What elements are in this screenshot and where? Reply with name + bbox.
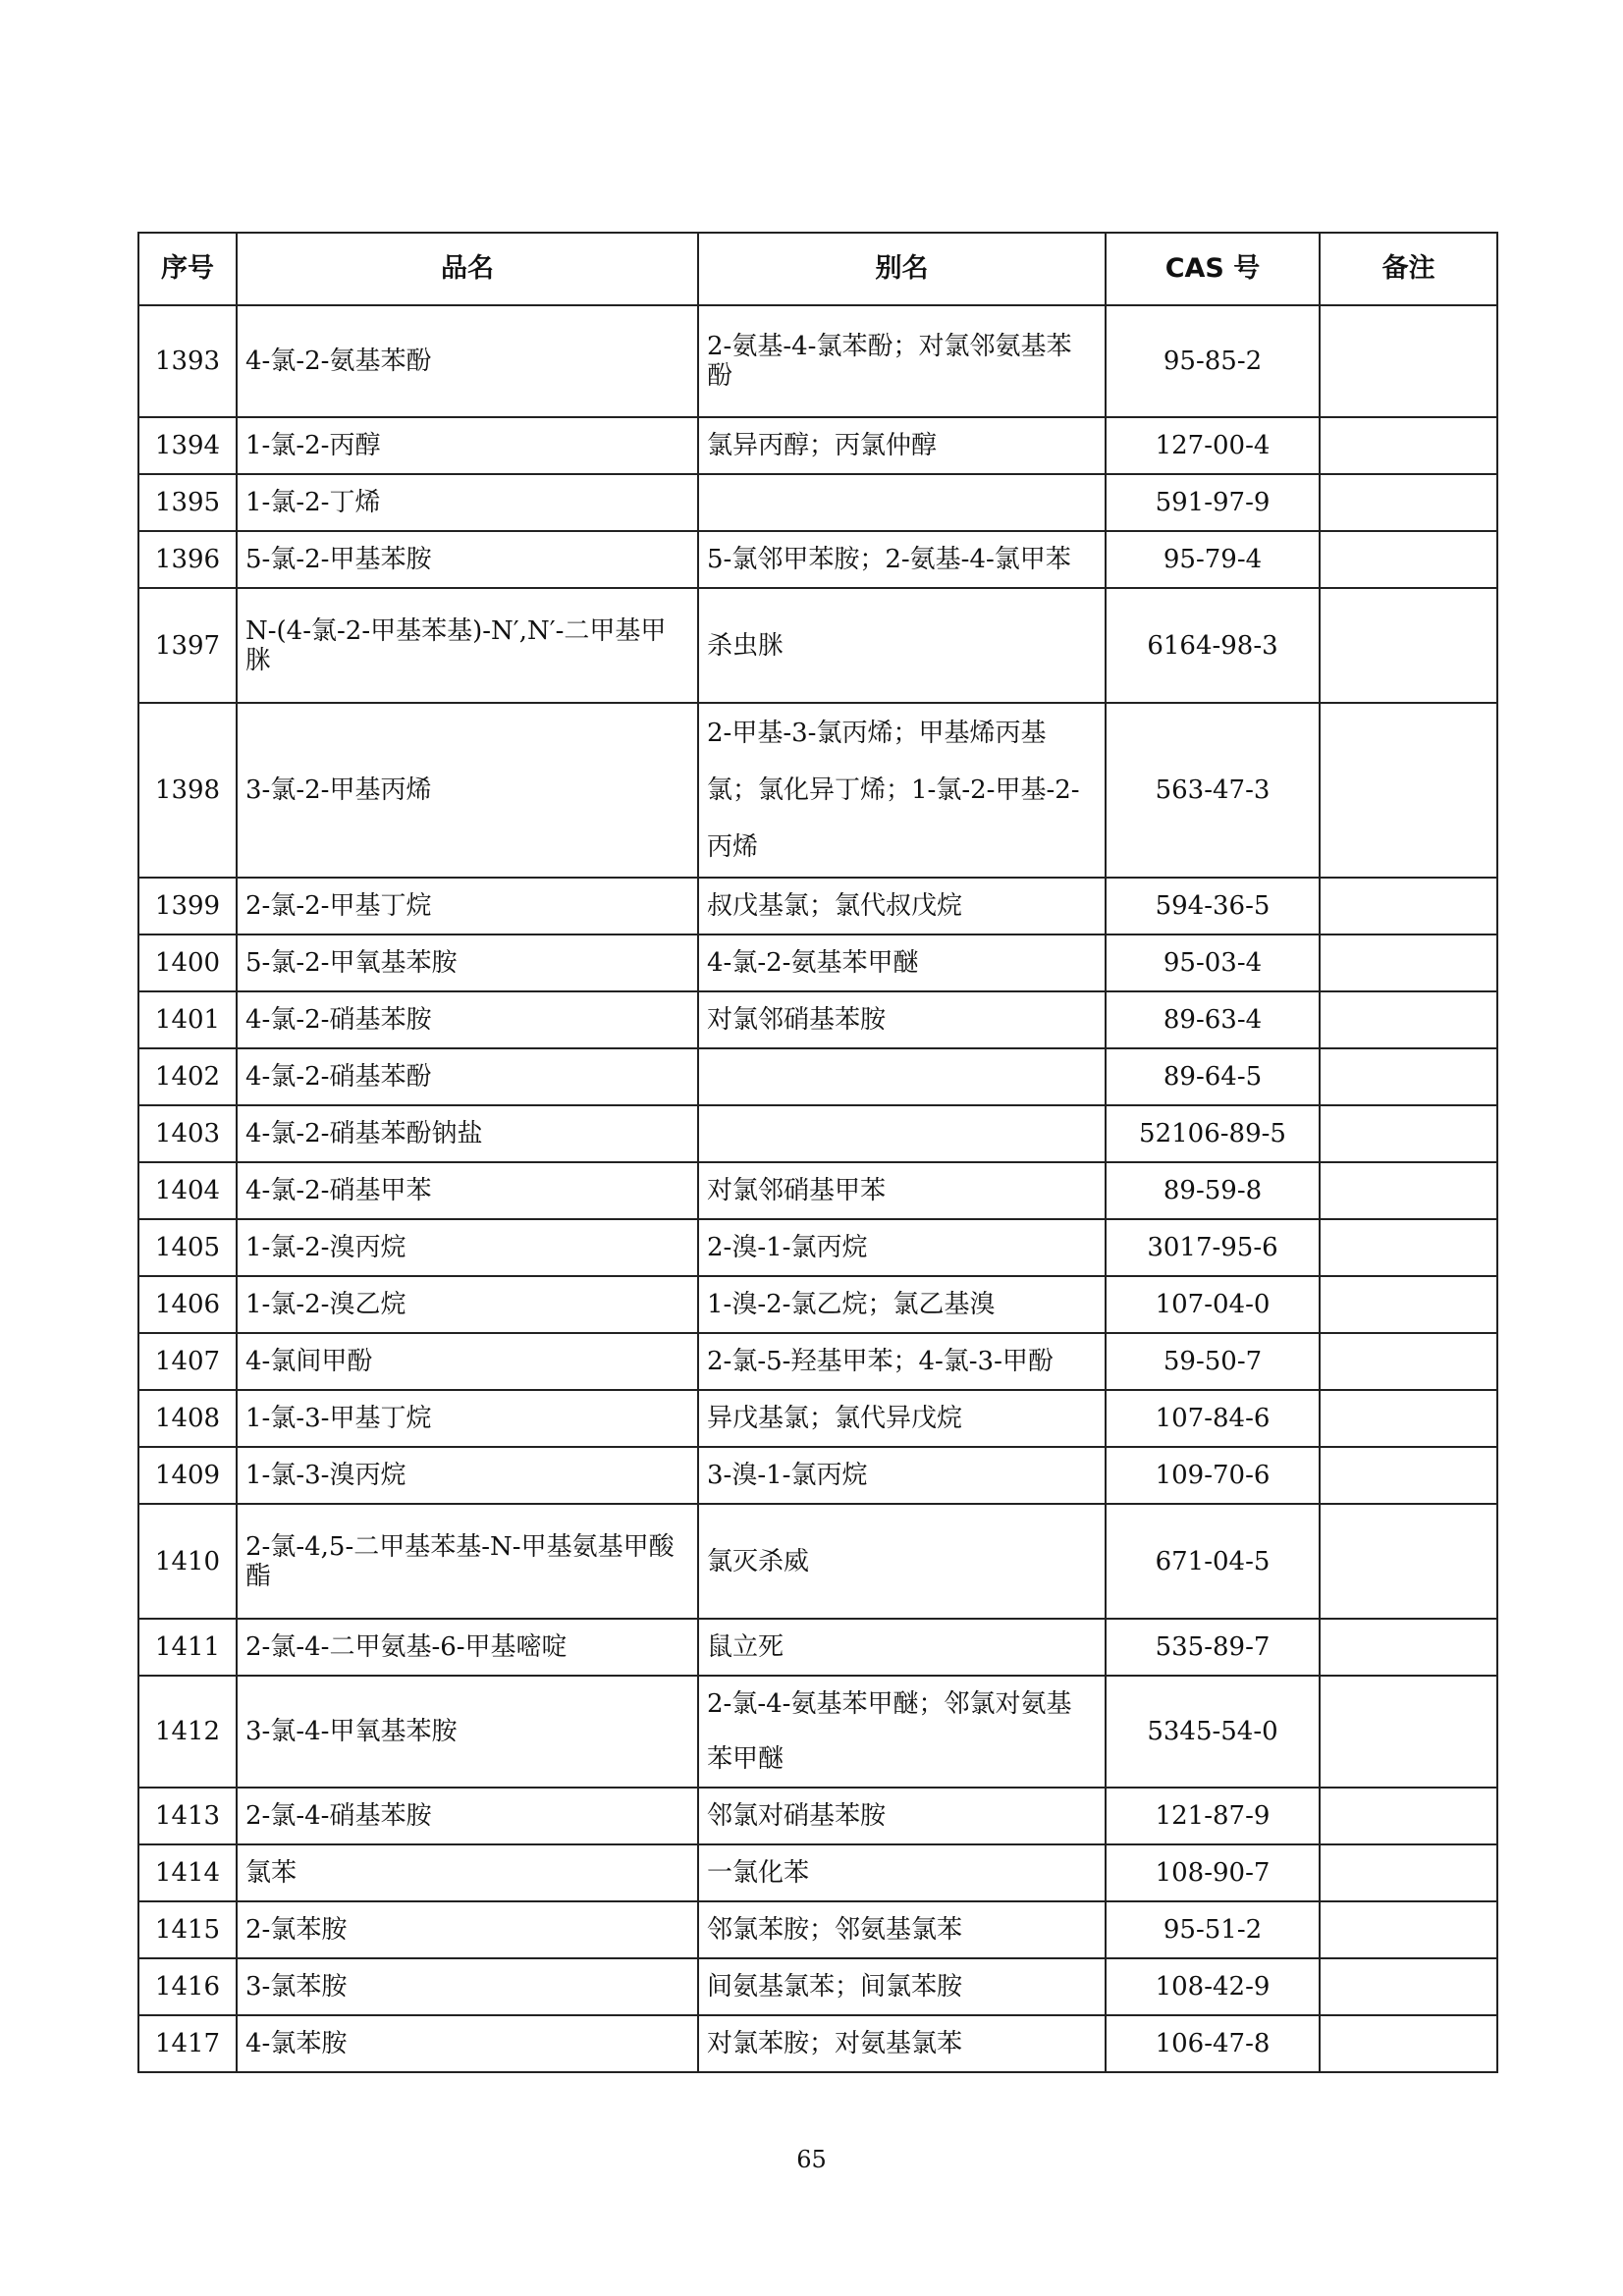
row-alias: 2-甲基-3-氯丙烯；甲基烯丙基氯；氯化异丁烯；1-氯-2-甲基-2-丙烯	[698, 703, 1106, 878]
row-alias: 对氯邻硝基甲苯	[698, 1162, 1106, 1219]
row-remarks	[1320, 1504, 1497, 1619]
row-serial-number: 1410	[138, 1504, 237, 1619]
row-remarks	[1320, 1219, 1497, 1276]
chemical-list-table	[137, 232, 1498, 2073]
row-serial-number: 1406	[138, 1276, 237, 1333]
row-serial-number: 1417	[138, 2015, 237, 2072]
row-remarks	[1320, 2015, 1497, 2072]
table-row	[138, 1958, 1497, 2015]
table-row	[138, 305, 1497, 417]
row-serial-number: 1400	[138, 934, 237, 991]
row-cas-number: 5345-54-0	[1106, 1676, 1320, 1788]
row-serial-number: 1413	[138, 1788, 237, 1844]
row-alias: 2-氨基-4-氯苯酚；对氯邻氨基苯酚	[698, 305, 1106, 417]
row-product-name: 5-氯-2-甲基苯胺	[237, 531, 698, 588]
row-remarks	[1320, 1676, 1497, 1788]
row-cas-number: 127-00-4	[1106, 417, 1320, 474]
row-remarks	[1320, 1105, 1497, 1162]
row-alias: 叔戊基氯；氯代叔戊烷	[698, 878, 1106, 934]
header-alias: 别名	[698, 233, 1106, 305]
row-cas-number: 3017-95-6	[1106, 1219, 1320, 1276]
row-cas-number: 109-70-6	[1106, 1447, 1320, 1504]
row-alias: 1-溴-2-氯乙烷；氯乙基溴	[698, 1276, 1106, 1333]
row-product-name: 4-氯-2-硝基甲苯	[237, 1162, 698, 1219]
row-cas-number: 591-97-9	[1106, 474, 1320, 531]
row-remarks	[1320, 703, 1497, 878]
row-remarks	[1320, 305, 1497, 417]
row-remarks	[1320, 1901, 1497, 1958]
row-remarks	[1320, 878, 1497, 934]
row-serial-number: 1397	[138, 588, 237, 703]
row-cas-number: 89-63-4	[1106, 991, 1320, 1048]
table-row	[138, 588, 1497, 703]
row-product-name: 3-氯-2-甲基丙烯	[237, 703, 698, 878]
row-serial-number: 1396	[138, 531, 237, 588]
row-serial-number: 1415	[138, 1901, 237, 1958]
table-row	[138, 1276, 1497, 1333]
row-product-name: 1-氯-2-丙醇	[237, 417, 698, 474]
row-product-name: 4-氯-2-硝基苯酚钠盐	[237, 1105, 698, 1162]
row-cas-number: 95-79-4	[1106, 531, 1320, 588]
row-product-name: 1-氯-3-甲基丁烷	[237, 1390, 698, 1447]
table-row	[138, 1048, 1497, 1105]
row-remarks	[1320, 474, 1497, 531]
row-remarks	[1320, 1048, 1497, 1105]
row-remarks	[1320, 1619, 1497, 1676]
row-cas-number: 121-87-9	[1106, 1788, 1320, 1844]
table-row	[138, 531, 1497, 588]
row-product-name: 1-氯-2-溴丙烷	[237, 1219, 698, 1276]
table-row	[138, 474, 1497, 531]
row-serial-number: 1393	[138, 305, 237, 417]
row-serial-number: 1409	[138, 1447, 237, 1504]
header-cas-number: CAS 号	[1106, 233, 1320, 305]
table-row	[138, 1788, 1497, 1844]
row-cas-number: 563-47-3	[1106, 703, 1320, 878]
row-alias: 一氯化苯	[698, 1844, 1106, 1901]
row-product-name: 氯苯	[237, 1844, 698, 1901]
row-remarks	[1320, 417, 1497, 474]
row-remarks	[1320, 1333, 1497, 1390]
table-row	[138, 2015, 1497, 2072]
row-product-name: 3-氯-4-甲氧基苯胺	[237, 1676, 698, 1788]
row-alias: 3-溴-1-氯丙烷	[698, 1447, 1106, 1504]
row-product-name: 1-氯-3-溴丙烷	[237, 1447, 698, 1504]
table-row	[138, 417, 1497, 474]
row-alias: 对氯邻硝基苯胺	[698, 991, 1106, 1048]
row-alias: 异戊基氯；氯代异戊烷	[698, 1390, 1106, 1447]
row-product-name: 5-氯-2-甲氧基苯胺	[237, 934, 698, 991]
table-header-row	[138, 233, 1497, 305]
row-cas-number: 106-47-8	[1106, 2015, 1320, 2072]
row-cas-number: 107-84-6	[1106, 1390, 1320, 1447]
row-serial-number: 1402	[138, 1048, 237, 1105]
row-remarks	[1320, 1276, 1497, 1333]
row-serial-number: 1394	[138, 417, 237, 474]
header-serial-number: 序号	[138, 233, 237, 305]
row-serial-number: 1416	[138, 1958, 237, 2015]
row-alias: 氯异丙醇；丙氯仲醇	[698, 417, 1106, 474]
table-row	[138, 1333, 1497, 1390]
row-serial-number: 1411	[138, 1619, 237, 1676]
table-row	[138, 1901, 1497, 1958]
row-product-name: N-(4-氯-2-甲基苯基)-N′,N′-二甲基甲脒	[237, 588, 698, 703]
row-serial-number: 1408	[138, 1390, 237, 1447]
row-product-name: 4-氯-2-硝基苯酚	[237, 1048, 698, 1105]
row-product-name: 4-氯-2-氨基苯酚	[237, 305, 698, 417]
row-serial-number: 1403	[138, 1105, 237, 1162]
row-alias: 对氯苯胺；对氨基氯苯	[698, 2015, 1106, 2072]
row-remarks	[1320, 588, 1497, 703]
row-alias: 鼠立死	[698, 1619, 1106, 1676]
row-alias: 5-氯邻甲苯胺；2-氨基-4-氯甲苯	[698, 531, 1106, 588]
row-remarks	[1320, 1788, 1497, 1844]
row-product-name: 2-氯-4-硝基苯胺	[237, 1788, 698, 1844]
row-alias: 间氨基氯苯；间氯苯胺	[698, 1958, 1106, 2015]
row-remarks	[1320, 1162, 1497, 1219]
table-row	[138, 1676, 1497, 1788]
row-remarks	[1320, 1844, 1497, 1901]
row-serial-number: 1399	[138, 878, 237, 934]
row-alias: 氯灭杀威	[698, 1504, 1106, 1619]
table-row	[138, 703, 1497, 878]
row-alias	[698, 474, 1106, 531]
row-serial-number: 1401	[138, 991, 237, 1048]
row-product-name: 2-氯-4-二甲氨基-6-甲基嘧啶	[237, 1619, 698, 1676]
row-cas-number: 107-04-0	[1106, 1276, 1320, 1333]
row-alias	[698, 1105, 1106, 1162]
row-cas-number: 95-03-4	[1106, 934, 1320, 991]
row-remarks	[1320, 991, 1497, 1048]
table-row	[138, 991, 1497, 1048]
table-row	[138, 878, 1497, 934]
row-product-name: 4-氯间甲酚	[237, 1333, 698, 1390]
table-row	[138, 1390, 1497, 1447]
page-number: 65	[796, 2146, 827, 2173]
table-row	[138, 934, 1497, 991]
row-alias	[698, 1048, 1106, 1105]
table-row	[138, 1162, 1497, 1219]
table-row	[138, 1447, 1497, 1504]
row-remarks	[1320, 531, 1497, 588]
row-alias: 4-氯-2-氨基苯甲醚	[698, 934, 1106, 991]
row-product-name: 2-氯苯胺	[237, 1901, 698, 1958]
row-serial-number: 1404	[138, 1162, 237, 1219]
header-product-name: 品名	[237, 233, 698, 305]
row-cas-number: 52106-89-5	[1106, 1105, 1320, 1162]
row-product-name: 4-氯苯胺	[237, 2015, 698, 2072]
row-product-name: 1-氯-2-溴乙烷	[237, 1276, 698, 1333]
row-product-name: 3-氯苯胺	[237, 1958, 698, 2015]
row-alias: 2-氯-5-羟基甲苯；4-氯-3-甲酚	[698, 1333, 1106, 1390]
row-remarks	[1320, 1447, 1497, 1504]
row-serial-number: 1407	[138, 1333, 237, 1390]
table-row	[138, 1619, 1497, 1676]
row-product-name: 2-氯-4,5-二甲基苯基-N-甲基氨基甲酸酯	[237, 1504, 698, 1619]
row-remarks	[1320, 1958, 1497, 2015]
header-remarks: 备注	[1320, 233, 1497, 305]
row-cas-number: 535-89-7	[1106, 1619, 1320, 1676]
row-cas-number: 59-50-7	[1106, 1333, 1320, 1390]
row-cas-number: 95-51-2	[1106, 1901, 1320, 1958]
table-row	[138, 1504, 1497, 1619]
row-remarks	[1320, 1390, 1497, 1447]
row-alias: 2-氯-4-氨基苯甲醚；邻氯对氨基苯甲醚	[698, 1676, 1106, 1788]
row-alias: 杀虫脒	[698, 588, 1106, 703]
row-cas-number: 89-59-8	[1106, 1162, 1320, 1219]
row-cas-number: 671-04-5	[1106, 1504, 1320, 1619]
row-alias: 邻氯对硝基苯胺	[698, 1788, 1106, 1844]
row-cas-number: 108-42-9	[1106, 1958, 1320, 2015]
row-product-name: 4-氯-2-硝基苯胺	[237, 991, 698, 1048]
row-cas-number: 95-85-2	[1106, 305, 1320, 417]
row-product-name: 1-氯-2-丁烯	[237, 474, 698, 531]
row-cas-number: 594-36-5	[1106, 878, 1320, 934]
row-serial-number: 1412	[138, 1676, 237, 1788]
row-serial-number: 1395	[138, 474, 237, 531]
table-row	[138, 1219, 1497, 1276]
row-product-name: 2-氯-2-甲基丁烷	[237, 878, 698, 934]
table-row	[138, 1105, 1497, 1162]
row-serial-number: 1414	[138, 1844, 237, 1901]
row-remarks	[1320, 934, 1497, 991]
row-alias: 2-溴-1-氯丙烷	[698, 1219, 1106, 1276]
row-alias: 邻氯苯胺；邻氨基氯苯	[698, 1901, 1106, 1958]
row-cas-number: 6164-98-3	[1106, 588, 1320, 703]
table-row	[138, 1844, 1497, 1901]
row-cas-number: 108-90-7	[1106, 1844, 1320, 1901]
row-cas-number: 89-64-5	[1106, 1048, 1320, 1105]
row-serial-number: 1405	[138, 1219, 237, 1276]
row-serial-number: 1398	[138, 703, 237, 878]
